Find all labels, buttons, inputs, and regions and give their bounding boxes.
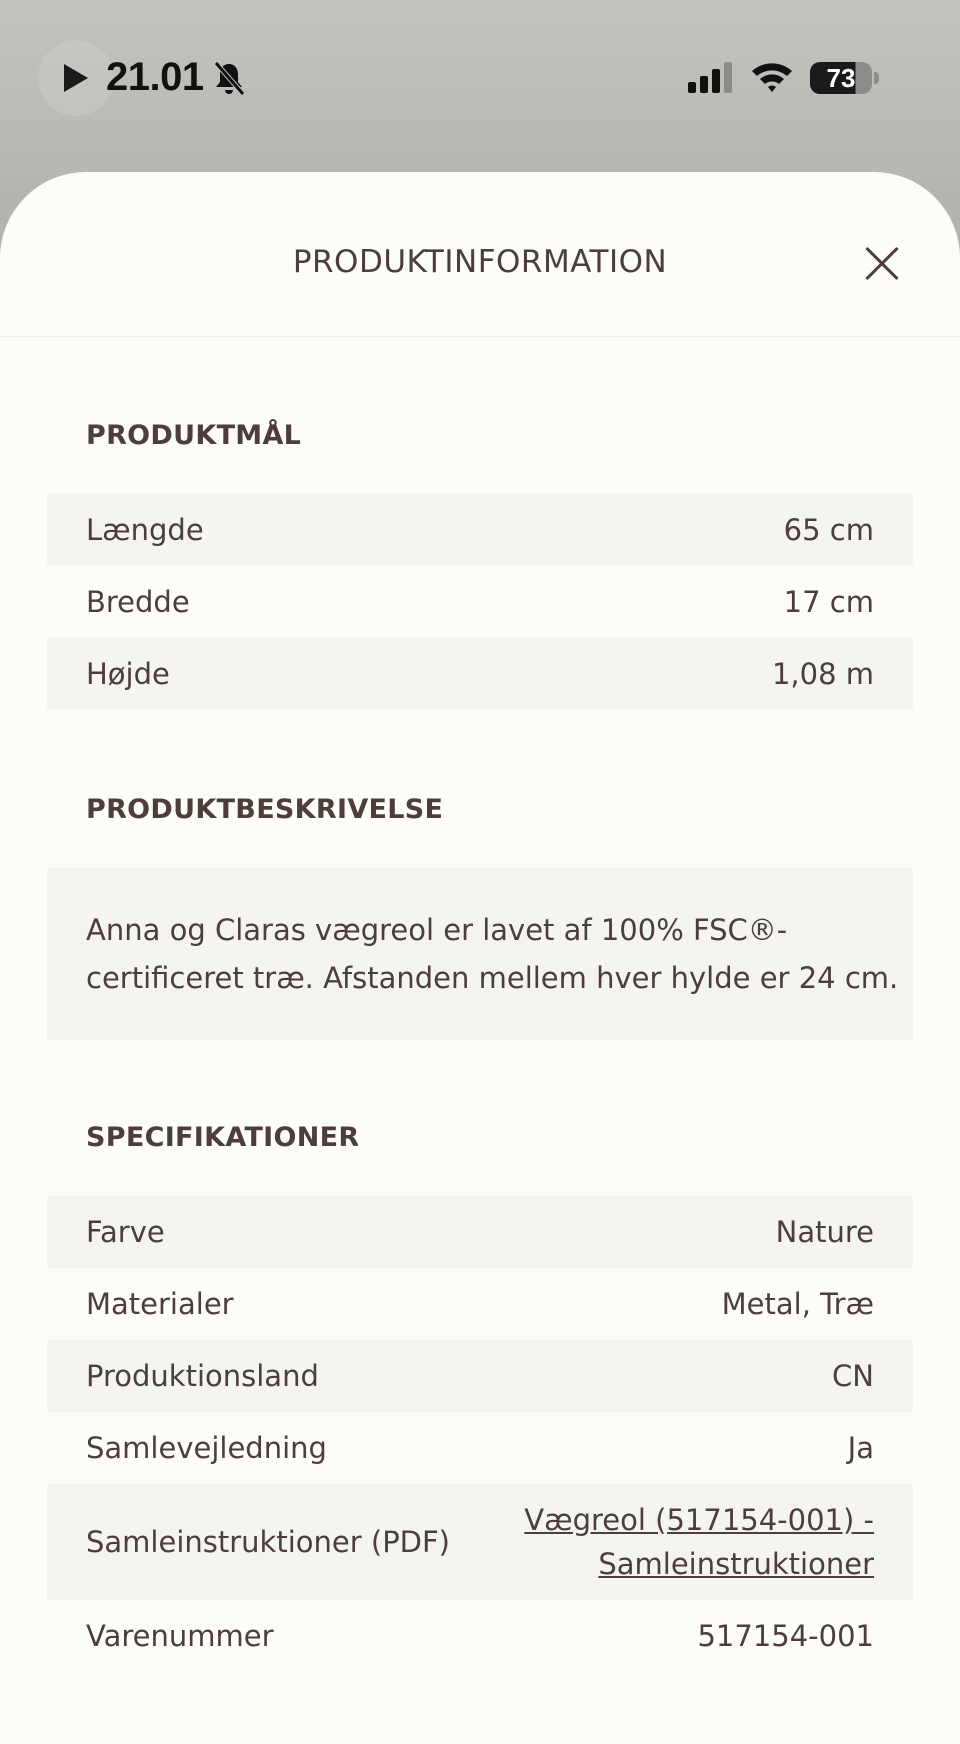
- wifi-icon: [750, 60, 794, 94]
- row-value: 65 cm: [783, 513, 874, 547]
- row-value: 517154-001: [697, 1619, 874, 1653]
- row-label: Længde: [86, 513, 204, 547]
- specifications-heading: SPECIFIKATIONER: [86, 1122, 360, 1153]
- row-label: Samlevejledning: [86, 1431, 327, 1465]
- description-heading: PRODUKTBESKRIVELSE: [86, 794, 444, 825]
- table-row: [47, 1600, 913, 1672]
- description-line: Anna og Claras vægreol er lavet af 100% FSC®-: [86, 913, 788, 947]
- close-icon[interactable]: [858, 240, 906, 288]
- assembly-instructions-link[interactable]: [524, 1498, 874, 1586]
- table-row: [47, 566, 913, 638]
- table-row: [47, 1268, 913, 1340]
- play-icon[interactable]: [64, 64, 88, 92]
- table-row: [47, 1196, 913, 1268]
- table-row: [47, 1412, 913, 1484]
- dimensions-heading: PRODUKTMÅL: [86, 420, 302, 451]
- product-info-sheet: [0, 172, 960, 1744]
- row-label: Varenummer: [86, 1619, 274, 1653]
- row-label: Højde: [86, 657, 170, 691]
- battery-icon: 73: [810, 62, 872, 94]
- status-bar: [0, 0, 960, 150]
- table-row: [47, 638, 913, 710]
- sheet-header: [0, 172, 960, 337]
- row-label: Farve: [86, 1215, 165, 1249]
- row-value: Nature: [775, 1215, 874, 1249]
- table-row: [47, 1340, 913, 1412]
- row-value: Metal, Træ: [721, 1287, 874, 1321]
- dimensions-table: [47, 494, 913, 710]
- battery-cap: [874, 72, 879, 84]
- row-value: 1,08 m: [771, 657, 874, 691]
- description-text: [47, 868, 913, 1040]
- sheet-title: PRODUKTINFORMATION: [292, 244, 668, 280]
- row-label: Bredde: [86, 585, 190, 619]
- row-value: Ja: [847, 1431, 874, 1465]
- description-line: certificeret træ. Afstanden mellem hver hylde er 24 cm.: [86, 961, 899, 995]
- specifications-table: [47, 1196, 913, 1672]
- link-line[interactable]: Samleinstruktioner: [598, 1547, 874, 1581]
- row-value: CN: [832, 1359, 874, 1393]
- link-line[interactable]: Vægreol (517154-001) -: [524, 1503, 874, 1537]
- status-time: 21.01: [106, 55, 204, 99]
- table-row: [47, 494, 913, 566]
- row-label: Materialer: [86, 1287, 234, 1321]
- bell-muted-icon: [212, 60, 246, 96]
- row-label: Samleinstruktioner (PDF): [86, 1525, 451, 1559]
- row-value: 17 cm: [783, 585, 874, 619]
- row-label: Produktionsland: [86, 1359, 319, 1393]
- table-row: [47, 1484, 913, 1600]
- cellular-signal-icon: [688, 62, 736, 94]
